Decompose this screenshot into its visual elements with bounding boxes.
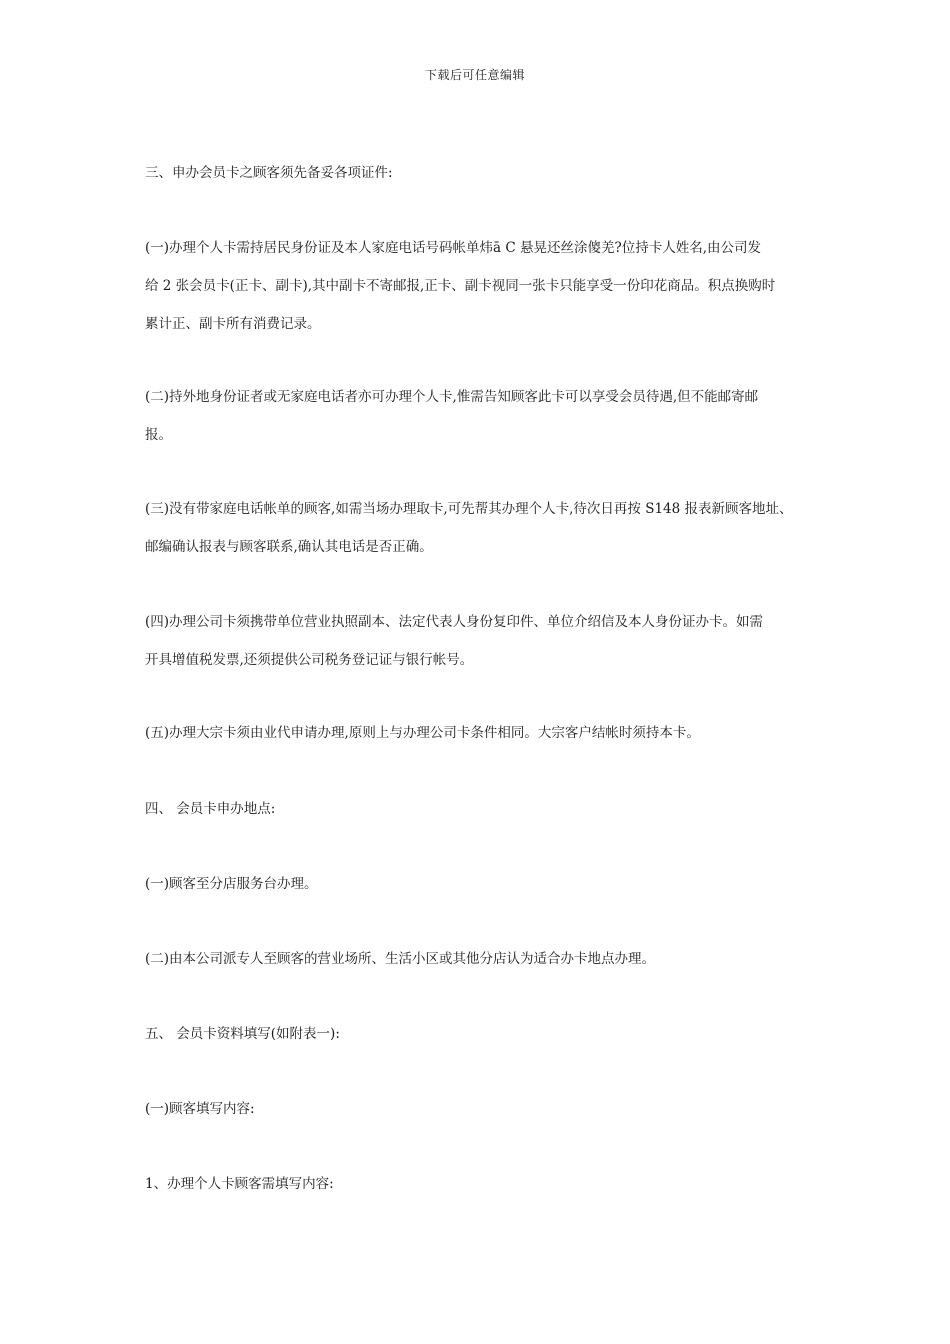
- text-line: (一)办理个人卡需持居民身份证及本人家庭电话号码帐单炜ā C 悬晃还丝涂傻羌?位持卡人姓名,由公司发: [145, 240, 762, 256]
- paragraph-company-card: [145, 603, 815, 679]
- paragraph-personal-fill: [145, 1165, 815, 1203]
- text-line: (三)没有带家庭电话帐单的顾客,如需当场办理取卡,可先帮其办理个人卡,待次日再按 S148 报表新顾客地址、: [145, 501, 793, 517]
- text-line: (一)顾客至分店服务台办理。: [145, 876, 318, 892]
- text-line: (二)由本公司派专人至顾客的营业场所、生活小区或其他分店认为适合办卡地点办理。: [145, 951, 656, 967]
- text-line: (一)顾客填写内容:: [145, 1101, 255, 1117]
- section-five-heading: [145, 1015, 815, 1053]
- text-line: 邮编确认报表与顾客联系,确认其电话是否正确。: [145, 539, 433, 555]
- text-line: 四、 会员卡申办地点:: [145, 801, 276, 817]
- text-line: (五)办理大宗卡须由业代申请办理,原则上与办理公司卡条件相同。大宗客户结帐时须持本卡。: [145, 725, 700, 741]
- paragraph-personal-card: [145, 229, 815, 343]
- text-line: 给 2 张会员卡(正卡、副卡),其中副卡不寄邮报,正卡、副卡视同一张卡只能享受一份印花商品。积点换购时: [145, 278, 776, 294]
- text-line: 1、办理个人卡顾客需填写内容:: [145, 1176, 334, 1192]
- text-line: 开具增值税发票,还须提供公司税务登记证与银行帐号。: [145, 652, 474, 668]
- text-line: (四)办理公司卡须携带单位营业执照副本、法定代表人身份复印件、单位介绍信及本人身份证办卡。如需: [145, 614, 764, 630]
- page-header: 下载后可任意编辑: [424, 68, 525, 82]
- text-line: (二)持外地身份证者或无家庭电话者亦可办理个人卡,惟需告知顾客此卡可以享受会员待遇,但不能邮寄邮: [145, 389, 759, 405]
- paragraph-store-service-desk: [145, 865, 815, 903]
- paragraph-bulk-card: [145, 714, 815, 752]
- paragraph-no-phone-bill: [145, 490, 815, 566]
- text-line: 累计正、副卡所有消费记录。: [145, 316, 321, 332]
- text-line: 三、申办会员卡之顾客须先备妥各项证件:: [145, 165, 393, 181]
- text-line: 报。: [145, 427, 172, 443]
- paragraph-outside-id: [145, 378, 815, 454]
- section-four-heading: [145, 790, 815, 828]
- section-three-heading: [145, 154, 815, 192]
- paragraph-customer-fill: [145, 1090, 815, 1128]
- text-line: 五、 会员卡资料填写(如附表一):: [145, 1026, 340, 1042]
- paragraph-onsite-service: [145, 940, 815, 978]
